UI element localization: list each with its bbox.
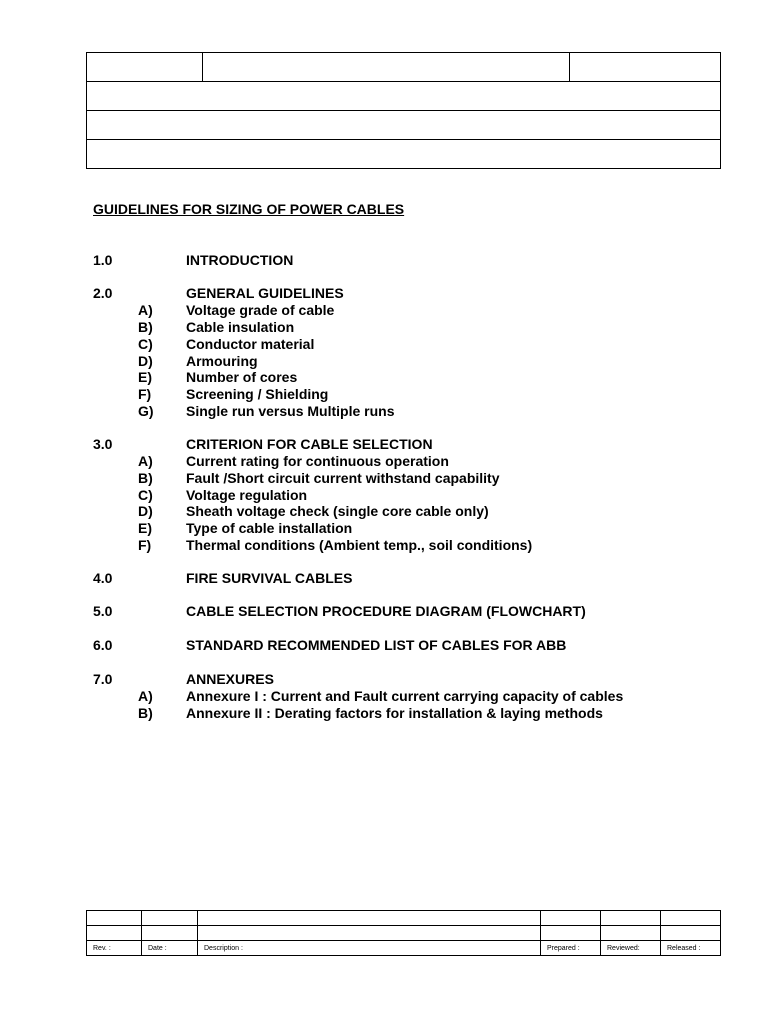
header-table xyxy=(86,52,721,169)
released-label: Released : xyxy=(661,941,721,956)
revision-cell xyxy=(661,926,721,941)
item-text: Cable insulation xyxy=(186,319,295,335)
section-heading: FIRE SURVIVAL CABLES xyxy=(186,570,353,586)
item-text: Current rating for continuous operation xyxy=(186,453,449,469)
item-text: Screening / Shielding xyxy=(186,386,329,402)
item-text: Single run versus Multiple runs xyxy=(186,403,395,419)
section-heading: ANNEXURES xyxy=(186,671,274,687)
item-text: Voltage regulation xyxy=(186,487,308,503)
section-number: 7.0 xyxy=(93,671,113,687)
section-heading: INTRODUCTION xyxy=(186,252,294,268)
item-letter: E) xyxy=(138,520,152,536)
header-cell-right xyxy=(570,53,721,82)
item-text: Fault /Short circuit current withstand capability xyxy=(186,470,500,486)
item-text: Type of cable installation xyxy=(186,520,353,536)
description-label: Description : xyxy=(198,941,541,956)
item-text: Number of cores xyxy=(186,369,298,385)
item-text: Conductor material xyxy=(186,336,315,352)
revision-cell xyxy=(198,911,541,926)
item-letter: C) xyxy=(138,336,153,352)
header-row xyxy=(87,111,721,140)
item-text: Annexure II : Derating factors for installation & laying methods xyxy=(186,705,603,721)
section-heading: GENERAL GUIDELINES xyxy=(186,285,344,301)
item-letter: A) xyxy=(138,302,153,318)
header-row xyxy=(87,82,721,111)
section-heading: CABLE SELECTION PROCEDURE DIAGRAM (FLOWCHART) xyxy=(186,603,586,619)
item-letter: A) xyxy=(138,453,153,469)
reviewed-label: Reviewed: xyxy=(601,941,661,956)
item-letter: C) xyxy=(138,487,153,503)
item-letter: B) xyxy=(138,705,153,721)
item-letter: E) xyxy=(138,369,152,385)
header-row xyxy=(87,140,721,169)
section-number: 4.0 xyxy=(93,570,113,586)
item-text: Voltage grade of cable xyxy=(186,302,335,318)
section-number: 2.0 xyxy=(93,285,113,301)
revision-cell xyxy=(142,926,198,941)
section-heading: STANDARD RECOMMENDED LIST OF CABLES FOR ABB xyxy=(186,637,567,653)
header-cell-middle xyxy=(203,53,570,82)
item-letter: F) xyxy=(138,537,152,553)
revision-cell xyxy=(601,926,661,941)
item-letter: D) xyxy=(138,503,153,519)
item-letter: D) xyxy=(138,353,153,369)
revision-cell xyxy=(601,911,661,926)
revision-cell xyxy=(87,926,142,941)
item-letter: G) xyxy=(138,403,154,419)
prepared-label: Prepared : xyxy=(541,941,601,956)
revision-table xyxy=(86,910,721,956)
document-title: GUIDELINES FOR SIZING OF POWER CABLES xyxy=(93,201,405,217)
revision-cell xyxy=(142,911,198,926)
revision-cell xyxy=(541,926,601,941)
revision-cell xyxy=(661,911,721,926)
item-letter: A) xyxy=(138,688,153,704)
rev-label: Rev. : xyxy=(87,941,142,956)
item-letter: B) xyxy=(138,470,153,486)
date-label: Date : xyxy=(142,941,198,956)
section-number: 5.0 xyxy=(93,603,113,619)
item-text: Annexure I : Current and Fault current carrying capacity of cables xyxy=(186,688,624,704)
section-number: 3.0 xyxy=(93,436,113,452)
revision-cell xyxy=(541,911,601,926)
header-cell-left xyxy=(87,53,203,82)
item-letter: F) xyxy=(138,386,152,402)
revision-cell xyxy=(87,911,142,926)
item-text: Thermal conditions (Ambient temp., soil conditions) xyxy=(186,537,533,553)
section-heading: CRITERION FOR CABLE SELECTION xyxy=(186,436,433,452)
revision-cell xyxy=(198,926,541,941)
item-letter: B) xyxy=(138,319,153,335)
item-text: Armouring xyxy=(186,353,258,369)
section-number: 1.0 xyxy=(93,252,113,268)
section-number: 6.0 xyxy=(93,637,113,653)
item-text: Sheath voltage check (single core cable only) xyxy=(186,503,489,519)
